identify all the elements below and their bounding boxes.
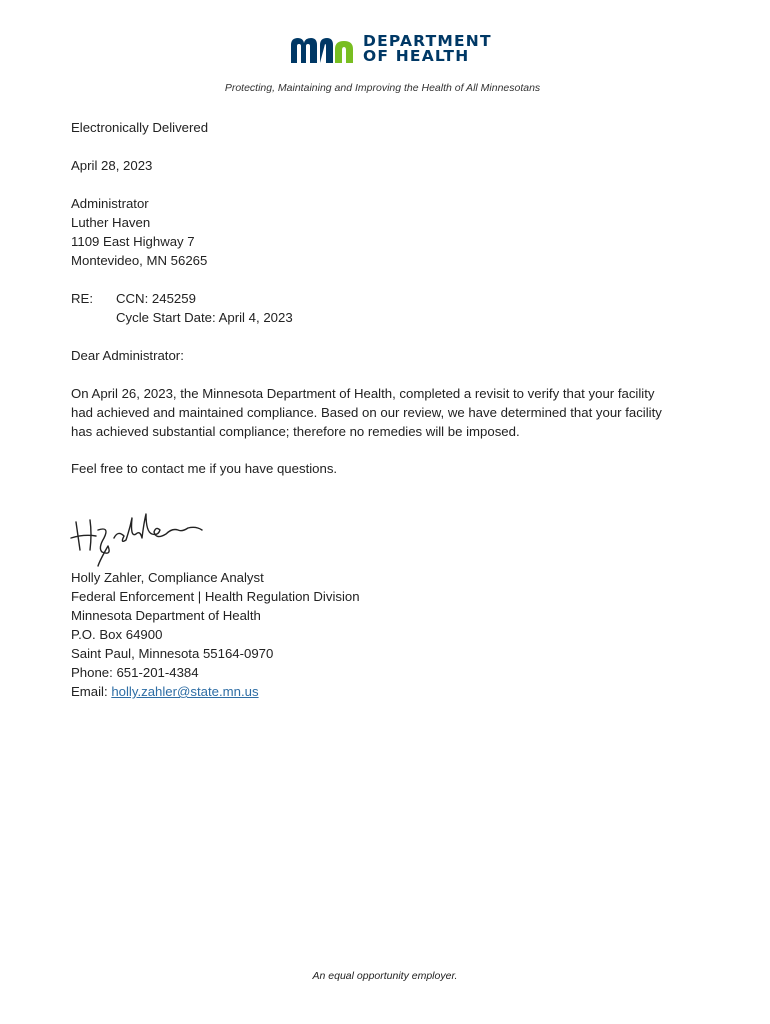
recipient-address — [71, 194, 207, 270]
logo-wordmark — [363, 34, 492, 64]
salutation: Dear Administrator: — [71, 348, 184, 363]
closing-line: Feel free to contact me if you have questions. — [71, 461, 338, 476]
re-line: CCN: 245259 — [116, 291, 196, 306]
re-label: RE: — [71, 291, 93, 306]
logo-line-1: DEPARTMENT — [363, 32, 492, 50]
sender-signature-block — [71, 568, 360, 701]
logo-line-2: OF HEALTH — [363, 47, 470, 65]
email-label: Email: — [71, 684, 112, 699]
mn-logo-icon — [289, 33, 355, 65]
handwritten-signature — [68, 508, 208, 568]
body-paragraph — [71, 384, 662, 441]
sender-line: Federal Enforcement | Health Regulation Division — [71, 589, 360, 604]
letter-date: April 28, 2023 — [71, 158, 153, 173]
footer-text: An equal opportunity employer. — [312, 970, 458, 982]
body-line: On April 26, 2023, the Minnesota Department of Health, completed a revisit to verify that your facility — [71, 386, 655, 401]
re-line: Cycle Start Date: April 4, 2023 — [116, 310, 293, 325]
re-block — [71, 289, 293, 327]
sender-line: Saint Paul, Minnesota 55164-0970 — [71, 646, 274, 661]
recipient-line: Administrator — [71, 196, 149, 211]
mdh-logo — [289, 33, 492, 65]
sender-line: Phone: 651-201-4384 — [71, 665, 199, 680]
recipient-line: 1109 East Highway 7 — [71, 234, 195, 249]
body-line: has achieved substantial compliance; therefore no remedies will be imposed. — [71, 424, 520, 439]
body-line: had achieved and maintained compliance. Based on our review, we have determined that your facility — [71, 405, 662, 420]
sender-line: P.O. Box 64900 — [71, 627, 163, 642]
tagline: Protecting, Maintaining and Improving the Health of All Minnesotans — [224, 82, 541, 94]
email-link[interactable]: holly.zahler@state.mn.us — [111, 684, 259, 699]
recipient-line: Luther Haven — [71, 215, 151, 230]
recipient-line: Montevideo, MN 56265 — [71, 253, 208, 268]
delivery-method: Electronically Delivered — [71, 120, 209, 135]
sender-line: Minnesota Department of Health — [71, 608, 261, 623]
sender-line: Holly Zahler, Compliance Analyst — [71, 570, 264, 585]
